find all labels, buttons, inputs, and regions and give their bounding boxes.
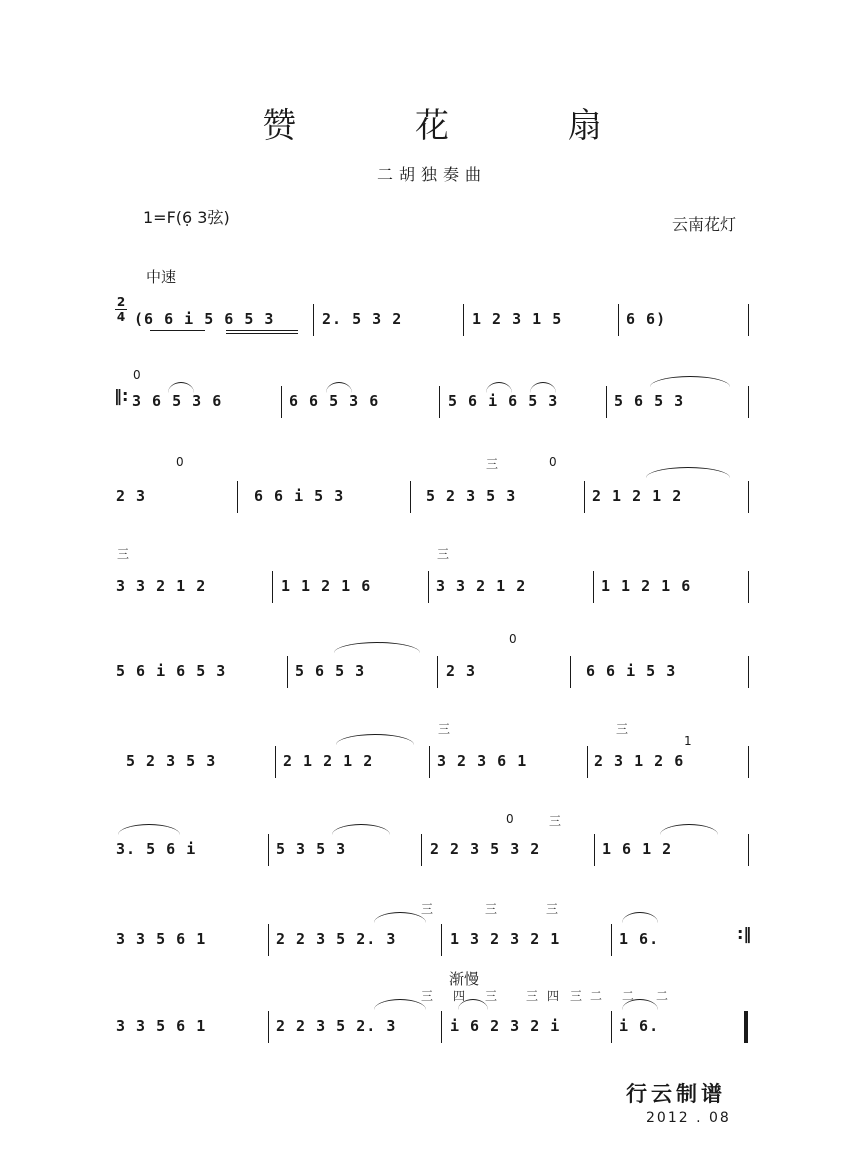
measure-notes: 5 6 i 6 5 3 xyxy=(116,662,227,680)
barline xyxy=(421,834,422,866)
slur xyxy=(118,824,180,835)
barline xyxy=(441,1011,442,1043)
measure-notes: 3 6 5 3 6 xyxy=(132,392,223,410)
third-finger-mark: 三 xyxy=(485,989,498,1003)
slur xyxy=(458,999,488,1010)
barline xyxy=(281,386,282,418)
third-finger-mark: 三 xyxy=(485,902,498,916)
measure-notes: 3 3 2 1 2 xyxy=(116,577,207,595)
final-barline xyxy=(744,1011,748,1043)
measure-notes: 2 1 2 1 2 xyxy=(592,487,683,505)
second-finger-mark: 二 xyxy=(622,989,635,1003)
measure-notes: 3 3 5 6 1 xyxy=(116,930,207,948)
open-string-mark: 0 xyxy=(506,812,514,826)
barline xyxy=(584,481,585,513)
measure-notes: 5 3 5 3 xyxy=(276,840,347,858)
second-finger-mark: 二 xyxy=(590,989,603,1003)
score-row-3 xyxy=(0,455,864,525)
barline xyxy=(748,386,749,418)
barline xyxy=(618,304,619,336)
underline xyxy=(226,330,298,331)
tempo-change: 渐慢 xyxy=(449,970,480,988)
slur xyxy=(168,382,194,393)
barline xyxy=(463,304,464,336)
slur xyxy=(374,999,426,1010)
barline xyxy=(437,656,438,688)
time-signature-top: 2 xyxy=(116,295,126,309)
slur xyxy=(660,824,718,835)
repeat-end: :‖ xyxy=(737,924,752,943)
repeat-start: ‖: xyxy=(114,386,129,405)
barline xyxy=(441,924,442,956)
score-row-7 xyxy=(0,808,864,878)
arranger-signature: 行云制谱 xyxy=(626,1082,726,1106)
measure-notes: 6 6) xyxy=(626,310,667,328)
barline xyxy=(748,304,749,336)
barline xyxy=(429,746,430,778)
fourth-finger-mark: 四 xyxy=(453,989,466,1003)
barline xyxy=(748,571,749,603)
measure-notes: 2 1 2 1 2 xyxy=(283,752,374,770)
third-finger-mark: 三 xyxy=(117,547,130,561)
open-string-mark: 0 xyxy=(509,632,517,646)
score-row-4 xyxy=(0,545,864,615)
measure-notes: 2 2 3 5 3 2 xyxy=(430,840,541,858)
barline xyxy=(275,746,276,778)
third-finger-mark: 三 xyxy=(570,989,583,1003)
slur xyxy=(332,824,390,835)
measure-notes: 2 3 1 2 6 xyxy=(594,752,685,770)
key-signature: 1=F(6̣ 3弦) xyxy=(143,208,230,227)
measure-notes: 3 3 2 1 2 xyxy=(436,577,527,595)
slur xyxy=(650,376,730,387)
barline xyxy=(237,481,238,513)
third-finger-mark: 三 xyxy=(526,989,539,1003)
measure-notes: 5 6 i 6 5 3 xyxy=(448,392,559,410)
slur xyxy=(646,467,730,478)
arranger-date: 2012 . 08 xyxy=(646,1110,731,1126)
measure-notes: 5 6 5 3 xyxy=(614,392,685,410)
measure-notes: 1 2 3 1 5 xyxy=(472,310,563,328)
barline xyxy=(313,304,314,336)
barline xyxy=(268,924,269,956)
measure-notes: 1 6 1 2 xyxy=(602,840,673,858)
measure-notes: 5 2 3 5 3 xyxy=(426,487,517,505)
slur xyxy=(622,999,658,1010)
open-string-mark: 0 xyxy=(176,455,184,469)
third-finger-mark: 三 xyxy=(486,457,499,471)
third-finger-mark: 三 xyxy=(437,547,450,561)
third-finger-mark: 三 xyxy=(616,722,629,736)
barline xyxy=(611,924,612,956)
slur xyxy=(336,734,414,745)
slur xyxy=(622,912,658,923)
third-finger-mark: 三 xyxy=(438,722,451,736)
slur xyxy=(486,382,512,393)
measure-notes: 1 1 2 1 6 xyxy=(281,577,372,595)
barline xyxy=(748,481,749,513)
barline xyxy=(570,656,571,688)
open-string-mark: 0 xyxy=(549,455,557,469)
measure-notes: 1 3 2 3 2 1 xyxy=(450,930,561,948)
fourth-finger-mark: 四 xyxy=(547,989,560,1003)
third-finger-mark: 三 xyxy=(546,902,559,916)
measure-notes: 6 6 i 5 3 xyxy=(254,487,345,505)
measure-notes: 6 6 5 3 6 xyxy=(289,392,380,410)
barline xyxy=(268,1011,269,1043)
barline xyxy=(748,746,749,778)
measure-notes: 3. 5 6 i xyxy=(116,840,197,858)
tempo-marking: 中速 xyxy=(146,268,177,286)
barline xyxy=(606,386,607,418)
measure-notes: 3 3 5 6 1 xyxy=(116,1017,207,1035)
measure-notes: 1 1 2 1 6 xyxy=(601,577,692,595)
measure-notes: 1 6. xyxy=(619,930,660,948)
second-finger-mark: 二 xyxy=(656,989,669,1003)
barline xyxy=(428,571,429,603)
score-row-5 xyxy=(0,630,864,700)
barline xyxy=(593,571,594,603)
measure-notes: (6 6 i 5 6 5 3 xyxy=(134,310,275,328)
slur xyxy=(326,382,352,393)
barline xyxy=(748,834,749,866)
measure-notes: 2 3 xyxy=(446,662,477,680)
underline xyxy=(226,333,298,334)
barline xyxy=(268,834,269,866)
slur xyxy=(374,912,426,923)
measure-notes: i 6 2 3 2 i xyxy=(450,1017,561,1035)
measure-notes: 2 2 3 5 2. 3 xyxy=(276,930,397,948)
source-label: 云南花灯 xyxy=(672,215,737,234)
score-row-1 xyxy=(0,278,864,348)
slur xyxy=(334,642,420,653)
barline xyxy=(272,571,273,603)
score-row-2 xyxy=(0,360,864,430)
measure-notes: 5 2 3 5 3 xyxy=(126,752,217,770)
barline xyxy=(287,656,288,688)
third-finger-mark: 三 xyxy=(549,814,562,828)
measure-notes: 2. 5 3 2 xyxy=(322,310,403,328)
measure-notes: 2 2 3 5 2. 3 xyxy=(276,1017,397,1035)
measure-notes: 5 6 5 3 xyxy=(295,662,366,680)
barline xyxy=(748,656,749,688)
third-finger-mark: 三 xyxy=(421,902,434,916)
open-string-mark: 0 xyxy=(133,368,141,382)
page-title: 赞 花 扇 xyxy=(262,106,656,146)
measure-notes: 2 3 xyxy=(116,487,147,505)
measure-notes: 6 6 i 5 3 xyxy=(586,662,677,680)
slur xyxy=(530,382,556,393)
page-subtitle: 二胡独奏曲 xyxy=(376,165,487,184)
grace-note: 1 xyxy=(684,734,692,748)
measure-notes: 3 2 3 6 1 xyxy=(437,752,528,770)
barline xyxy=(439,386,440,418)
underline xyxy=(150,330,205,331)
third-finger-mark: 三 xyxy=(421,989,434,1003)
barline xyxy=(587,746,588,778)
measure-notes: i 6. xyxy=(619,1017,660,1035)
barline xyxy=(611,1011,612,1043)
barline xyxy=(410,481,411,513)
score-row-8 xyxy=(0,898,864,968)
score-row-9 xyxy=(0,985,864,1055)
time-signature-bottom: 4 xyxy=(116,310,126,324)
score-row-6 xyxy=(0,720,864,790)
barline xyxy=(594,834,595,866)
